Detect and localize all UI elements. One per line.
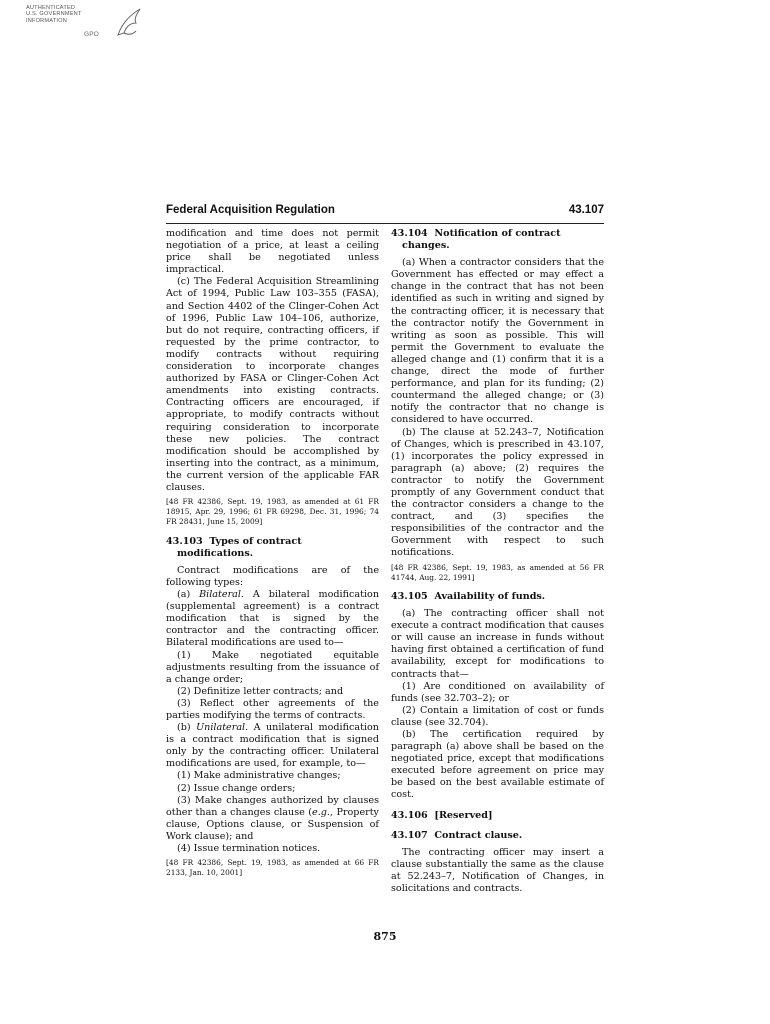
section-heading — [391, 810, 604, 822]
logo-line-1: AUTHENTICATED — [26, 5, 76, 11]
section-title: Types of contract modifications. — [177, 535, 302, 559]
section-number: 43.104 — [391, 228, 428, 239]
paragraph: (a) Bilateral. A bilateral modification (supplemental agreement) is a contract modification that is signed by the contractor and the contracting officer. Bilateral modifications are used to— — [166, 589, 380, 649]
paragraph: (4) Issue termination notices. — [177, 843, 321, 855]
paragraph: (3) Make changes authorized by clauses other than a changes clause (e.g., Property clause, Options clause, or Suspension of Work clause); and — [166, 794, 379, 842]
emphasis: e.g., — [312, 806, 333, 818]
section-title: [Reserved] — [434, 809, 493, 821]
section-title: Contract clause. — [434, 829, 523, 841]
paragraph: (a) The contracting officer shall not execute a contract modification that causes or will cause an increase in funds without having first obtained a certification of fund availability, except for modifications to contracts that— — [391, 608, 604, 680]
section-heading — [166, 536, 379, 560]
paragraph: (2) Definitize letter contracts; and — [177, 685, 344, 697]
paragraph: (3) Reflect other agreements of the parties modifying the terms of contracts. — [166, 697, 379, 721]
section-heading — [391, 591, 604, 603]
logo-mark: GPO — [84, 31, 100, 38]
logo-line-2: U.S. GOVERNMENT — [26, 11, 82, 18]
paragraph: (1) Are conditioned on availability of funds (see 32.703–2); or — [391, 680, 604, 704]
emphasis: Bilateral. — [199, 589, 244, 601]
paragraph: (2) Issue change orders; — [177, 782, 296, 794]
section-heading — [391, 830, 604, 842]
section-number: 43.105 — [391, 590, 428, 602]
section-number: 43.107 — [391, 829, 428, 841]
citation: [48 FR 42386, Sept. 19, 1983, as amended at 66 FR 2133, Jan. 10, 2001] — [166, 858, 379, 878]
paragraph: (b) The certification required by paragraph (a) above shall be based on the negotiated price, except that modifications executed before agreement on price may be based on the best available estimate of cost. — [391, 728, 604, 801]
section-number: 43.103 — [166, 535, 203, 547]
running-head — [166, 204, 604, 224]
citation: [48 FR 42386, Sept. 19, 1983, as amended at 56 FR 41744, Aug. 22, 1991] — [391, 562, 604, 582]
page-number: 875 — [373, 930, 397, 943]
paragraph: The contracting officer may insert a clause substantially the same as the clause at 52.243–7, Notification of Changes, in solicitations and contracts. — [391, 846, 604, 894]
section-title: Availability of funds. — [434, 590, 546, 602]
paragraph: (c) The Federal Acquisition Streamlining Act of 1994, Public Law 103–355 (FASA), and Section 4402 of the Clinger-Cohen Act of 1996, Public Law 104–106, authorize, but do not require, contracting officers, if requested by the prime contractor, to modify contracts without requiring consideration to incorporate changes authorized by FASA or Clinger-Cohen Act amendments into existing contracts. Contracting officers are encouraged, if appropriate, to modify contracts without requiring consideration to incorporate these new policies. The contract modification should be accomplished by inserting into the contract, as a minimum, the current version of the applicable FAR clauses. — [166, 276, 379, 493]
running-head-title: Federal Acquisition Regulation — [166, 204, 335, 216]
paragraph: (b) The clause at 52.243–7, Notification of Changes, which is prescribed in 43.107, (1) incorporates the policy expressed in paragraph (a) above; (2) requires the contractor to notify the Government promptly of any Government conduct that the contractor considers a change to the contract, and (3) specifies the responsibilities of the contractor and the Government with respect to such notifications. — [391, 426, 604, 559]
section-number: 43.106 — [391, 809, 428, 821]
paragraph: Contract modifications are of the following types: — [166, 564, 379, 588]
paragraph: (b) Unilateral. A unilateral modification is a contract modification that is signed only by the contracting officer. Unilateral modifications are used, for example, to— — [166, 722, 379, 770]
running-head-section: 43.107 — [568, 204, 604, 216]
section-title: Notification of contract changes. — [402, 228, 561, 252]
paragraph: modification and time does not permit negotiation of a price, at least a ceiling price shall be negotiated unless impractical. — [166, 228, 379, 276]
emphasis: Unilateral. — [196, 722, 249, 734]
paragraph: (a) When a contractor considers that the Government has effected or may effect a change in the contract that has not been identified as such in writing and signed by the contracting officer, it is necessary that the contractor notify the Government in writing as soon as possible. This will permit the Government to evaluate the alleged change and (1) confirm that it is a change, direct the mode of further performance, and plan for its funding; (2) countermand the alleged change; or (3) notify the contractor that no change is considered to have occurred. — [391, 257, 604, 426]
paragraph: (2) Contain a limitation of cost or funds clause (see 32.704). — [391, 704, 604, 728]
logo-line-3: INFORMATION — [26, 17, 67, 24]
eagle-icon — [114, 5, 144, 43]
left-column — [166, 228, 379, 886]
paragraph: (1) Make negotiated equitable adjustments resulting from the issuance of a change order; — [166, 649, 379, 685]
section-heading — [391, 228, 604, 252]
paragraph: (1) Make administrative changes; — [177, 770, 341, 782]
citation: [48 FR 42386, Sept. 19, 1983, as amended at 61 FR 18915, Apr. 29, 1996; 61 FR 69298, Dec. 31, 1996; 74 FR 28431, June 15, 2009] — [166, 497, 379, 527]
right-column — [391, 228, 604, 895]
gpo-authentication-logo — [26, 5, 146, 47]
